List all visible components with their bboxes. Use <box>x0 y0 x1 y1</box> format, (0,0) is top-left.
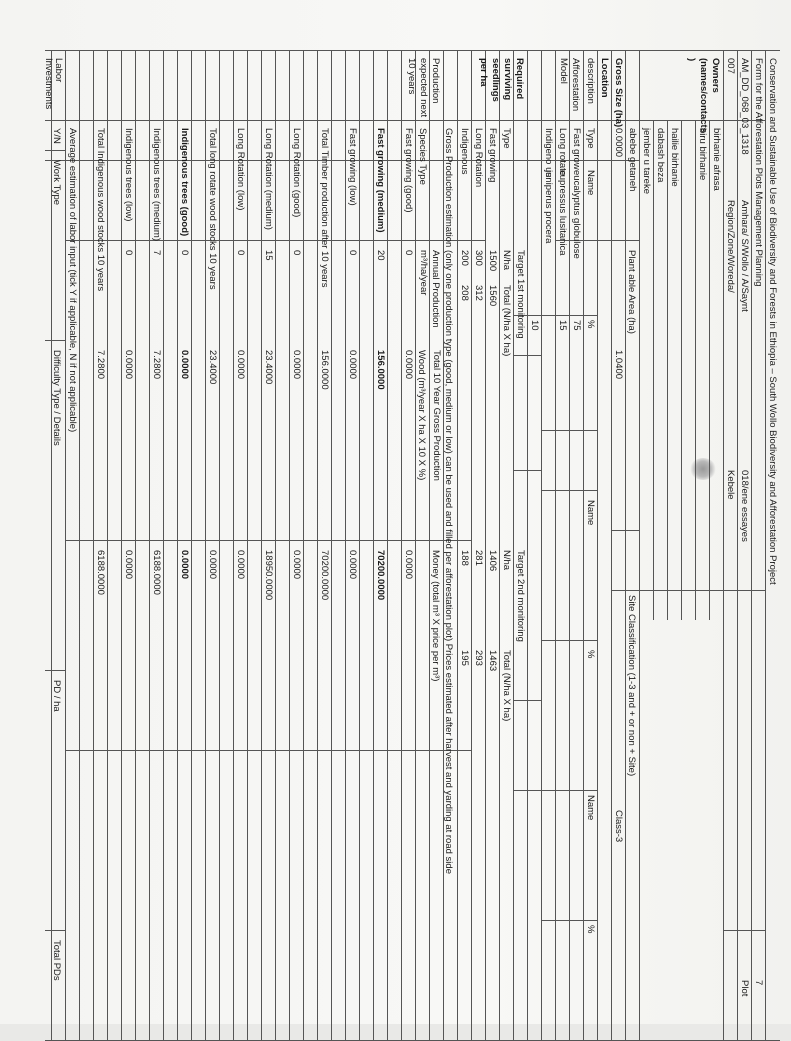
seedling-m1-nha: 300 <box>473 250 484 266</box>
production-annual: 15 <box>263 250 274 261</box>
labor-note: Average estimation of labor input (tick Y if applicable, N if not applicable) <box>67 128 78 433</box>
production-annual: 7 <box>151 250 162 256</box>
plantable-area-label: Plant able Area (ha) <box>626 250 637 334</box>
production-wood: 0.0000 <box>179 350 190 380</box>
rule <box>135 50 136 1040</box>
rule <box>639 50 640 1040</box>
rule <box>542 490 598 491</box>
labor-label: Labor Investments <box>43 58 64 110</box>
gross-size-value: 0.0000 <box>613 128 624 158</box>
model-col-pct-2: % <box>585 650 596 659</box>
rule <box>45 120 766 121</box>
rule <box>415 50 416 1040</box>
m1-col-nha: N/ha <box>501 250 512 271</box>
region-value: Amhara/ S/Wollo / A/Saynt <box>739 200 750 312</box>
rule <box>751 50 752 1040</box>
rule <box>471 50 472 1040</box>
rule <box>429 50 430 1040</box>
owners-label: Owners (names/contacts ) <box>686 58 721 133</box>
production-species: Total Indigenous wood stocks 10 years <box>95 128 106 292</box>
production-wood: 23.4000 <box>263 350 274 385</box>
seedling-row-type: Fast growing <box>487 128 498 183</box>
rule <box>765 50 766 1040</box>
rule <box>612 530 640 531</box>
model-row-type: Indigeno us <box>543 128 554 178</box>
model-col-type: Type <box>585 128 596 149</box>
production-note: Gross Production estimation (only one production type (good, medium or low) can be used and filled per afforestation plot) Prices estimated after harvest and yarding at road side <box>443 128 454 874</box>
rule <box>542 920 598 921</box>
labor-col-difficulty: Difficulty Type / Details <box>51 350 62 446</box>
seedling-m1-total: 208 <box>459 285 470 301</box>
labor-col-yn: Y/N <box>51 128 62 144</box>
rule <box>45 50 780 51</box>
production-col-wood: Wood (m³/year X ha X 10 X %) <box>416 350 427 481</box>
production-annual: 20 <box>375 250 386 261</box>
seedling-m2-total: 195 <box>459 650 470 666</box>
rule <box>555 50 556 1040</box>
model-col-pct-3: % <box>585 925 596 934</box>
rule <box>457 50 458 1040</box>
rule <box>261 50 262 1040</box>
rule <box>541 50 542 1040</box>
model-row-type: Fast grow <box>571 128 582 170</box>
production-species: Long Rotation (low) <box>235 128 246 211</box>
production-money: 0.0000 <box>347 550 358 580</box>
production-money: 70200.0000 <box>375 550 386 601</box>
m2-col-total: Total (N/ha X ha) <box>501 650 512 722</box>
rule <box>724 930 766 931</box>
monitoring-1-title: Target 1st monitoring <box>515 250 526 339</box>
production-col-money: Money (total m³ X price per m³) <box>430 550 441 682</box>
production-wood: 0.0000 <box>347 350 358 380</box>
location-title: Location <box>599 58 610 98</box>
production-label: Production expected next 10 years <box>406 58 441 118</box>
rule <box>514 470 542 471</box>
model-col-pct: % <box>585 320 596 329</box>
production-money: 18950.0000 <box>263 550 274 601</box>
model-row-name: eucalyptus globulose <box>571 170 582 259</box>
seedling-m2-nha: 281 <box>473 550 484 566</box>
model-row-name: cupressus lusitanica <box>557 170 568 256</box>
rule <box>737 50 738 1040</box>
rule <box>513 50 514 1040</box>
monitoring-2-title: Target 2nd monitoring <box>515 550 526 642</box>
site-classification-value: Class-3 <box>613 810 624 843</box>
afforestation-form-sheet <box>45 50 780 1040</box>
production-money: 0.0000 <box>235 550 246 580</box>
seedling-m1-nha: 200 <box>459 250 470 266</box>
kebele-value: 018/ene essayes <box>739 470 750 542</box>
plot-number: 7 <box>753 980 764 986</box>
rule <box>373 50 374 1040</box>
rule <box>149 50 150 1040</box>
plot-code: AM_DD_068_03_1318 <box>739 58 750 155</box>
rule <box>45 150 66 151</box>
rule <box>499 50 500 1040</box>
production-wood: 156.0000 <box>319 350 330 390</box>
owner-name-1: birhanie afrasa <box>711 128 722 191</box>
production-annual: 0 <box>347 250 358 256</box>
plot-label: Plot <box>739 980 750 997</box>
production-money: 0.0000 <box>291 550 302 580</box>
seedling-m1-total: 312 <box>473 285 484 301</box>
rule <box>121 50 122 1040</box>
rule <box>275 50 276 1040</box>
rule <box>219 50 220 1040</box>
production-wood: 23.4000 <box>207 350 218 385</box>
production-species: Indigenous trees (good) <box>179 128 190 237</box>
rule <box>45 340 66 341</box>
rule <box>317 50 318 1040</box>
rule <box>401 50 402 1040</box>
production-wood: 0.0000 <box>403 350 414 380</box>
site-classification-label: Site Classification (1-3 and + or non + Site) <box>626 595 637 777</box>
rule <box>191 50 192 1040</box>
rule <box>583 50 584 1040</box>
rule <box>723 50 724 1040</box>
model-row-pct: 75 <box>571 320 582 331</box>
form-title: Form for the Afforestation Plots Management Planning <box>753 58 764 287</box>
plantable-area-value: 1.0400 <box>613 350 624 380</box>
rule <box>289 50 290 1040</box>
production-species: Total long rotate wood stocks 10 years <box>207 128 218 290</box>
model-col-name-2: Name <box>585 500 596 526</box>
rule <box>625 50 626 1040</box>
seedling-m2-total: 293 <box>473 650 484 666</box>
rule <box>66 240 486 241</box>
production-wood: 0.0000 <box>123 350 134 380</box>
rule <box>303 50 304 1040</box>
afforestation-model-label: Afforestation Model <box>558 58 581 112</box>
rule <box>542 640 598 641</box>
owner-name-3: hailie birhanie <box>669 128 680 187</box>
production-col-species: Species Type <box>417 128 428 185</box>
rule <box>611 50 612 1040</box>
production-wood: 156.0000 <box>375 350 386 390</box>
rule <box>527 50 528 1040</box>
production-species: Indigenous trees (low) <box>123 128 134 222</box>
production-wood: 0.0000 <box>235 350 246 380</box>
rule <box>485 50 486 1040</box>
rule <box>65 50 66 1040</box>
model-row-name: juniperus procera <box>543 170 554 244</box>
seedling-m1-total: 1560 <box>487 285 498 307</box>
seedling-m2-total: 1463 <box>487 650 498 672</box>
rule <box>653 120 654 620</box>
production-col-total10: Total 10 Year Gross Production <box>431 350 442 481</box>
gross-size-label: Gross Size (ha) <box>613 58 624 128</box>
model-row-pct: 15 <box>557 320 568 331</box>
owner-name-6: abebe getaneh <box>627 128 638 192</box>
rule <box>45 670 66 671</box>
production-wood: 7.2800 <box>151 350 162 380</box>
production-money: 0.0000 <box>123 550 134 580</box>
production-col-annual: Annual Production m³/ha/year <box>418 250 441 328</box>
seedling-m2-nha: 1406 <box>487 550 498 572</box>
rule <box>163 50 164 1040</box>
production-species: Indigenous trees (medium) <box>151 128 162 241</box>
rule <box>556 240 640 241</box>
location-description-label: description <box>585 58 596 104</box>
owner-name-5: jember u tareke <box>641 128 652 195</box>
model-col-name-3: Name <box>585 795 596 821</box>
rule <box>514 790 598 791</box>
labor-col-pd: PD / ha <box>51 680 62 712</box>
rule <box>597 50 598 1040</box>
production-money: 6188.0000 <box>95 550 106 595</box>
production-annual: 0 <box>403 250 414 256</box>
production-money: 0.0000 <box>403 550 414 580</box>
owner-name-2: biru birhanie <box>697 128 708 181</box>
production-money: 0.0000 <box>207 550 218 580</box>
production-wood: 7.2800 <box>95 350 106 380</box>
production-money: 70200.0000 <box>319 550 330 601</box>
rule <box>612 590 766 591</box>
rule <box>345 50 346 1040</box>
production-annual: 0 <box>291 250 302 256</box>
seedling-row-type: Indigenous <box>459 128 470 175</box>
rule <box>681 120 682 620</box>
rule <box>331 50 332 1040</box>
seedlings-label: Required surviving seedlings per ha <box>478 58 525 102</box>
seedling-m1-nha: 1500 <box>487 250 498 272</box>
rule <box>569 50 570 1040</box>
rule <box>695 120 696 620</box>
production-species: Fast growing (low) <box>347 128 358 206</box>
production-annual: 0 <box>123 250 134 256</box>
production-annual: 0 <box>235 250 246 256</box>
labor-col-work: Work Type <box>51 160 62 206</box>
production-annual: 0 <box>179 250 190 256</box>
rule <box>514 700 542 701</box>
rule <box>359 50 360 1040</box>
m1-col-total: Total (N/ha X ha) <box>501 285 512 357</box>
seedling-m2-nha: 188 <box>459 550 470 566</box>
rule <box>205 50 206 1040</box>
rule <box>107 50 108 1040</box>
rule <box>247 50 248 1040</box>
rule <box>233 50 234 1040</box>
production-species: Long Rotation (medium) <box>263 128 274 230</box>
rule <box>387 50 388 1040</box>
labor-col-total: Total PDs <box>51 940 62 981</box>
production-wood: 0.0000 <box>291 350 302 380</box>
production-money: 0.0000 <box>179 550 190 580</box>
production-species: Long Rotation (good) <box>291 128 302 218</box>
rule <box>66 540 472 541</box>
plot-id-tail: 007 <box>725 58 736 74</box>
m2-col-nha: N/ha <box>501 550 512 571</box>
rule <box>667 120 668 620</box>
production-species: Fast growing (medium) <box>375 128 386 233</box>
rule <box>709 120 710 620</box>
kebele-label: Kebele <box>725 470 736 500</box>
seedling-row-type: Long Rotation <box>473 128 484 188</box>
model-row-type: Long rotate <box>557 128 568 177</box>
rule <box>542 430 598 431</box>
rule <box>514 355 542 356</box>
project-title: Conservation and Sustainable Use of Biodiversity and Forests in Ethiopia – South Wollo Biodiversity and Afforestation Project <box>767 58 778 585</box>
production-species: Total Timber production after 10 years <box>319 128 330 288</box>
rule <box>177 50 178 1040</box>
model-col-name: Name <box>585 170 596 196</box>
model-row-pct: 10 <box>529 320 540 331</box>
owner-name-4: dabash beza <box>655 128 666 183</box>
rule <box>45 930 66 931</box>
production-money: 6188.0000 <box>151 550 162 595</box>
rule <box>514 315 598 316</box>
rule <box>66 750 472 751</box>
seedlings-col-type: Type <box>501 128 512 149</box>
rule <box>79 50 80 1040</box>
production-species: Fast growing (good) <box>403 128 414 213</box>
region-label: Region/Zone/Woreda/ <box>725 200 736 293</box>
rule <box>93 50 94 1040</box>
